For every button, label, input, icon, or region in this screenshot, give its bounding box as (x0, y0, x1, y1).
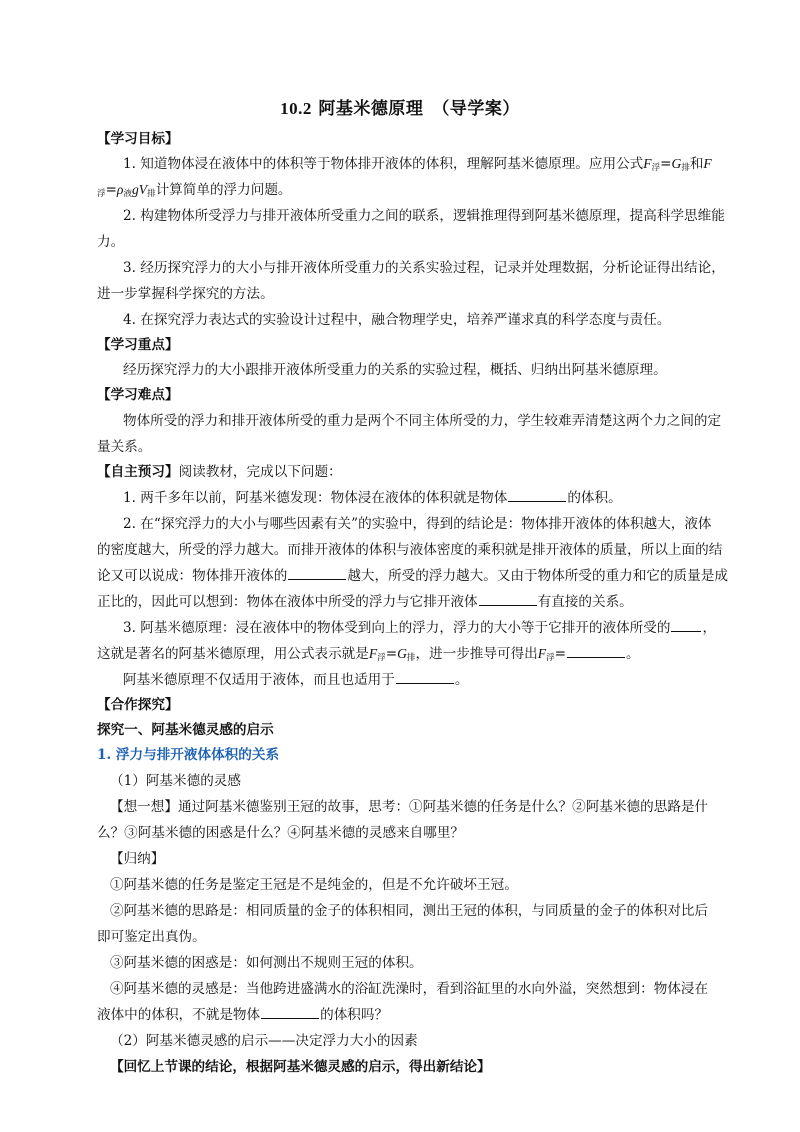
fill-blank[interactable] (288, 566, 346, 580)
formula-eq: = (385, 646, 398, 662)
formula-sub: 排 (406, 653, 416, 663)
preview-q2-a: 2. 在“探究浮力的大小与哪些因素有关”的实验中，得到的结论是：物体排开液体的体积越大，液体 (123, 516, 712, 532)
formula-sub: 液 (123, 189, 132, 199)
summary-4b-text: 液体中的体积，不就是物体 (97, 1007, 261, 1023)
formula-G: G (671, 156, 682, 171)
formula-eq: = (554, 646, 566, 662)
fill-blank[interactable] (567, 644, 625, 658)
formula-g: g (131, 182, 139, 197)
formula-G: G (397, 646, 407, 661)
preview-heading: 【自主预习】 (97, 464, 179, 480)
summary-item-2b: 即可鉴定出真伪。 (97, 929, 206, 945)
objective-1-line-b (97, 180, 708, 204)
objective-2-line-a: 2. 构建物体所受浮力与排开液体所受重力之间的联系，逻辑推理得到阿基米德原理，提高科学思维能 (123, 208, 725, 224)
think-line-a (110, 797, 708, 817)
preview-intro: 阅读教材，完成以下问题： (178, 464, 342, 480)
objective-3-line-b: 进一步掌握科学探究的方法。 (97, 286, 274, 302)
summary-item-4a: ④阿基米德的灵感是：当他跨进盛满水的浴缸洗澡时，看到浴缸里的水向外溢，突然想到：物体浸在 (110, 981, 709, 997)
preview-q3b-text: 这就是著名的阿基米德原理，用公式表示就是 (97, 646, 369, 662)
formula-F: F (537, 646, 547, 661)
explore-heading: 探究一、阿基米德灵感的启示 (97, 722, 274, 738)
formula-and: 和 (689, 156, 704, 172)
preview-q1-text: 1. 两千多年以前，阿基米德发现：物体浸在液体的体积就是物体 (123, 490, 508, 506)
preview-q2-c (97, 566, 728, 586)
summary-4b-text-end: 的体积吗？ (320, 1007, 389, 1023)
fill-blank[interactable] (396, 670, 454, 684)
title-text: 阿基米德原理 （导学案） (318, 99, 520, 119)
summary-item-1: ①阿基米德的任务是鉴定王冠是不是纯金的，但是不允许破坏王冠。 (110, 877, 518, 893)
preview-q4-text-end: 。 (454, 672, 469, 688)
formula-eq: = (105, 182, 117, 198)
difficulties-text-b: 量关系。 (97, 439, 152, 455)
preview-q3-a (123, 618, 717, 638)
objective-2-line-b: 力。 (97, 234, 125, 250)
formula-F: F (643, 156, 652, 171)
fill-blank[interactable] (671, 618, 701, 632)
objectives-heading: 【学习目标】 (97, 131, 179, 147)
preview-q3b-end: 。 (626, 646, 640, 662)
summary-item-3: ③阿基米德的困惑是：如何测出不规则王冠的体积。 (110, 955, 423, 971)
formula-sub: 浮 (651, 163, 661, 173)
preview-q1 (123, 488, 708, 508)
preview-q2d-text: 正比的，因此可以想到：物体在液体中所受的浮力与它排开液体 (97, 594, 478, 610)
objective-1-line-a (123, 154, 712, 178)
key-points-text: 经历探究浮力的大小跟排开液体所受重力的关系的实验过程，概括、归纳出阿基米德原理。 (123, 362, 667, 378)
formula-eq: = (660, 156, 672, 172)
cooperative-heading: 【合作探究】 (97, 697, 179, 713)
preview-q3a-text: 3. 阿基米德原理：浸在液体中的物体受到向上的浮力，浮力的大小等于它排开的液体所受的 (123, 620, 671, 636)
title-number: 10.2 (280, 99, 312, 118)
preview-q3-b (97, 644, 708, 668)
summary-label: 【归纳】 (110, 851, 165, 867)
preview-q3b-mid: ，进一步推导可得出 (415, 646, 538, 662)
objective-3-line-a: 3. 经历探究浮力的大小与排开液体所受重力的关系实验过程，记录并处理数据，分析论证得出结论， (123, 260, 725, 276)
preview-q4 (123, 670, 708, 690)
preview-q3a-text-end: ， (702, 620, 717, 636)
summary-item-4b (97, 1005, 708, 1025)
objective-1-text-end: 计算简单的浮力问题。 (155, 182, 292, 198)
recall-note: 【回忆上节课的结论，根据阿基米德灵感的启示，得出新结论】 (110, 1059, 491, 1075)
explore-subheading-1: 1. 浮力与排开液体体积的关系 (97, 747, 280, 763)
formula-F: F (703, 156, 712, 171)
explore-p1: （1）阿基米德的灵感 (110, 773, 241, 789)
fill-blank[interactable] (261, 1005, 319, 1019)
formula-sub: 浮 (97, 189, 106, 199)
objective-1-text: 1. 知道物体浸在液体中的体积等于物体排开液体的体积，理解阿基米德原理。应用公式 (123, 156, 644, 172)
formula-sub: 排 (147, 189, 156, 199)
formula-sub: 浮 (377, 653, 386, 663)
formula-F: F (368, 646, 378, 661)
difficulties-text-a: 物体所受的浮力和排开液体所受的重力是两个不同主体所受的力，学生较难弄清楚这两个力之间的定 (123, 413, 722, 429)
difficulties-heading: 【学习难点】 (97, 387, 179, 403)
preview-q2d-text-end: 有直接的关系。 (537, 594, 633, 610)
key-points-heading: 【学习重点】 (97, 337, 179, 353)
think-text: 通过阿基米德鉴别王冠的故事，思考：①阿基米德的任务是什么？②阿基米德的思路是什 (177, 799, 709, 815)
summary-item-2a: ②阿基米德的思路是：相同质量的金子的体积相同，测出王冠的体积，与同质量的金子的体积对比后 (110, 903, 709, 919)
fill-blank[interactable] (479, 592, 537, 606)
think-line-b: 么？③阿基米德的困惑是什么？④阿基米德的灵感来自哪里？ (97, 825, 465, 841)
preview-q2-b: 的密度越大，所受的浮力越大。而排开液体的体积与液体密度的乘积就是排开液体的质量，所以上面的结 (97, 542, 723, 558)
formula-rho: ρ (116, 182, 124, 197)
preview-line (97, 462, 708, 482)
fill-blank[interactable] (508, 488, 566, 502)
preview-q2c-text: 论又可以说成：物体排开液体的 (97, 568, 288, 584)
preview-q1-text-end: 的体积。 (567, 490, 622, 506)
formula-V: V (138, 182, 148, 197)
think-label: 【想一想】 (110, 799, 178, 815)
preview-q2c-text-end: 越大，所受的浮力越大。又由于物体所受的重力和它的质量是成 (347, 568, 728, 584)
page-title (0, 94, 800, 119)
formula-sub: 排 (681, 163, 690, 173)
preview-q2-d (97, 592, 708, 612)
preview-q4-text: 阿基米德原理不仅适用于液体，而且也适用于 (123, 672, 395, 688)
explore-p2: （2）阿基米德灵感的启示——决定浮力大小的因素 (110, 1033, 418, 1049)
formula-sub: 浮 (546, 653, 555, 663)
objective-4: 4. 在探究浮力表达式的实验设计过程中，融合物理学史，培养严谨求真的科学态度与责任。 (123, 312, 671, 328)
